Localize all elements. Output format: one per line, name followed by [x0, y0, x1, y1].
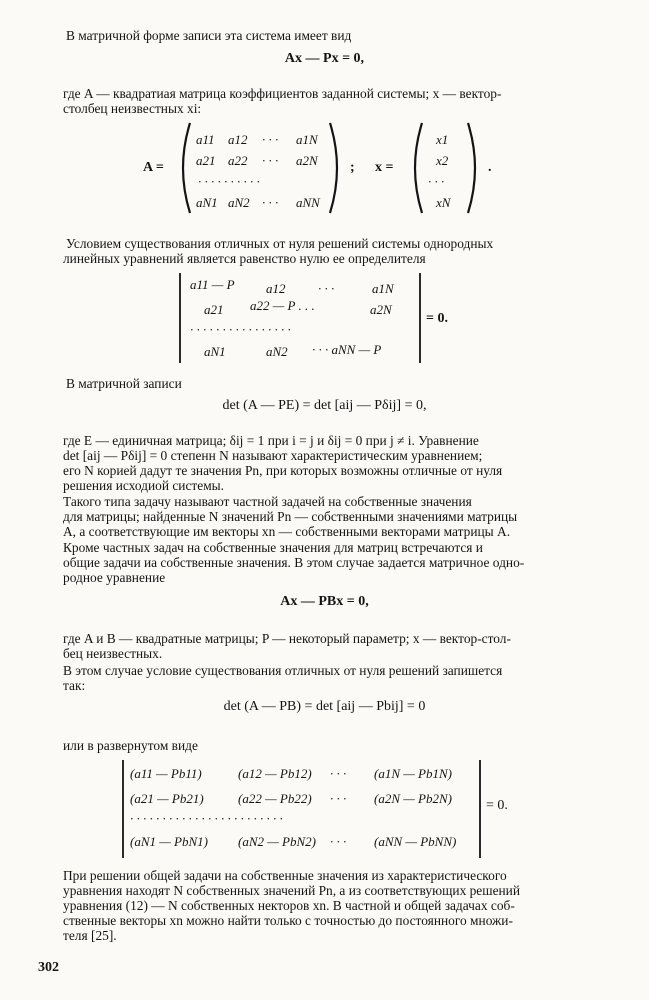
paragraph-general-problem-l3: родное уравнение	[63, 570, 166, 585]
matrix-a-cell: a21	[196, 153, 216, 168]
matrix-a-cell: aN1	[196, 195, 218, 210]
vector-end-period: .	[488, 160, 492, 175]
matrix-a-cell: · · ·	[262, 153, 279, 168]
paragraph-unit-matrix-l3: его N корией дадут те значения Pn, при которых возможны отличные от нуля	[63, 463, 503, 478]
matrix-a-cell: aNN	[296, 195, 320, 210]
det1-right-bar	[418, 273, 422, 363]
det1-cell: a11 — P	[190, 277, 235, 292]
paragraph-unit-matrix-l4: решения исходиой системы.	[63, 478, 225, 493]
paragraph-solution-l5: теля [25].	[63, 928, 117, 943]
det2-cell: (a22 — Pb22)	[238, 791, 312, 806]
paragraph-solution-l1: При решении общей задачи на собственные значения из характеристического	[63, 868, 507, 883]
paragraph-condition-general-l2: так:	[63, 678, 86, 693]
equation-det-a-pb: det (A — PB) = det [aij — Pbij] = 0	[223, 699, 426, 714]
det1-cell: · · ·	[318, 281, 335, 296]
paragraph-matrices-ab-l1: где A и B — квадратные матрицы; P — некоторый параметр; x — вектор-стол-	[63, 631, 511, 646]
matrix-a-right-paren	[326, 121, 346, 216]
vector-x-dots: · · ·	[428, 174, 445, 189]
det1-cell: · · · aNN — P	[312, 342, 382, 357]
vector-x-cell: xN	[436, 195, 451, 210]
det1-cell: a12	[266, 281, 286, 296]
paragraph-expanded: или в развернутом виде	[63, 738, 198, 753]
det2-cell: · · ·	[330, 791, 347, 806]
det2-cell: (aNN — PbNN)	[374, 834, 457, 849]
paragraph-unit-matrix-l2: det [aij — Pδij] = 0 степенн N называют характеристическим уравнением;	[63, 448, 483, 463]
matrix-a-cell: a12	[228, 132, 248, 147]
equation-ax-px: Ax — Px = 0,	[284, 51, 365, 66]
det1-cell: aN2	[266, 344, 288, 359]
paragraph-condition-l1: Условием существования отличных от нуля решений системы однородных	[66, 236, 494, 251]
equation-det-a-pe: det (A — PE) = det [aij — Pδij] = 0,	[222, 398, 427, 413]
paragraph-partial-problem-l3: A, а соответствующие им векторы xn — собственными векторами матрицы A.	[63, 524, 511, 539]
vector-x-label: x =	[375, 160, 394, 175]
matrix-a-dots: · · · · · · · · · ·	[198, 174, 260, 189]
det2-cell: · · ·	[330, 766, 347, 781]
det2-dots: · · · · · · · · · · · · · · · · · · · · · · · ·	[130, 811, 283, 826]
equation-ax-pbx: Ax — PBx = 0,	[280, 594, 369, 609]
paragraph-condition-l2: линейных уравнений является равенство нулю ее определителя	[63, 251, 426, 266]
det1-cell: a2N	[370, 302, 392, 317]
paragraph-solution-l2: уравнения находят N собственных значений Pn, а из соответствующих решений	[63, 883, 521, 898]
det1-cell: a21	[204, 302, 224, 317]
matrix-a-cell: · · ·	[262, 132, 279, 147]
matrix-separator: ;	[350, 160, 355, 175]
matrix-a-left-paren	[174, 121, 194, 216]
det1-cell: a1N	[372, 281, 394, 296]
matrix-a-cell: a11	[196, 132, 215, 147]
det2-cell: · · ·	[330, 834, 347, 849]
paragraph-matrix-def-l2: столбец неизвестных xi:	[63, 101, 202, 116]
paragraph-solution-l3: уравнения (12) — N собственных некторов xn. В частной и общей задачах соб-	[63, 898, 515, 913]
paragraph-condition-general-l1: В этом случае условие существования отличных от нуля решений запишется	[63, 663, 503, 678]
matrix-a-cell: a22	[228, 153, 248, 168]
paragraph-matrices-ab-l2: бец неизвестных.	[63, 646, 163, 661]
page-number: 302	[38, 960, 59, 975]
vector-x-cell: x2	[436, 153, 449, 168]
det1-equals-zero: = 0.	[426, 311, 448, 326]
matrix-a-cell: a2N	[296, 153, 318, 168]
det2-cell: (a21 — Pb21)	[130, 791, 204, 806]
vector-x-right-paren	[464, 121, 484, 216]
det2-cell: (a1N — Pb1N)	[374, 766, 452, 781]
paragraph-matrix-def-l1: где A — квадратиая матрица коэффициентов заданной системы; x — вектор-	[63, 86, 502, 101]
intro-line: В матричной форме записи эта система имеет вид	[66, 28, 352, 43]
paragraph-general-problem-l1: Кроме частных задач на собственные значения для матриц встречаются и	[63, 540, 483, 555]
det2-cell: (aN2 — PbN2)	[238, 834, 316, 849]
matrix-a-cell: · · ·	[262, 195, 279, 210]
paragraph-unit-matrix-l1: где E — единичная матрица; δij = 1 при i = j и δij = 0 при j ≠ i. Уравнение	[63, 433, 479, 448]
det2-cell: (a12 — Pb12)	[238, 766, 312, 781]
det2-equals-zero: = 0.	[486, 798, 508, 813]
det2-right-bar	[478, 760, 482, 858]
paragraph-partial-problem-l2: для матрицы; найденные N значений Pn — собственными значениями матрицы	[63, 509, 518, 524]
det1-dots: · · · · · · · · · · · · · · · ·	[190, 322, 291, 337]
det1-cell: a22 — P . . .	[250, 298, 315, 313]
paragraph-solution-l4: ственные векторы xn можно найти только с точностью до постоянного множи-	[63, 913, 513, 928]
matrix-a-cell: a1N	[296, 132, 318, 147]
vector-x-left-paren	[406, 121, 426, 216]
det1-cell: aN1	[204, 344, 226, 359]
matrix-a-cell: aN2	[228, 195, 250, 210]
vector-x-cell: x1	[436, 132, 449, 147]
det2-cell: (aN1 — PbN1)	[130, 834, 208, 849]
det1-left-bar	[178, 273, 182, 363]
paragraph-general-problem-l2: общие задачи иа собственные значения. В этом случае задается матричное одно-	[63, 555, 525, 570]
paragraph-partial-problem-l1: Такого типа задачу называют частной задачей на собственные значения	[63, 494, 472, 509]
det2-left-bar	[121, 760, 125, 858]
matrix-a-label: A =	[143, 160, 164, 175]
paragraph-matrix-notation: В матричной записи	[66, 376, 182, 391]
det2-cell: (a11 — Pb11)	[130, 766, 202, 781]
det2-cell: (a2N — Pb2N)	[374, 791, 452, 806]
